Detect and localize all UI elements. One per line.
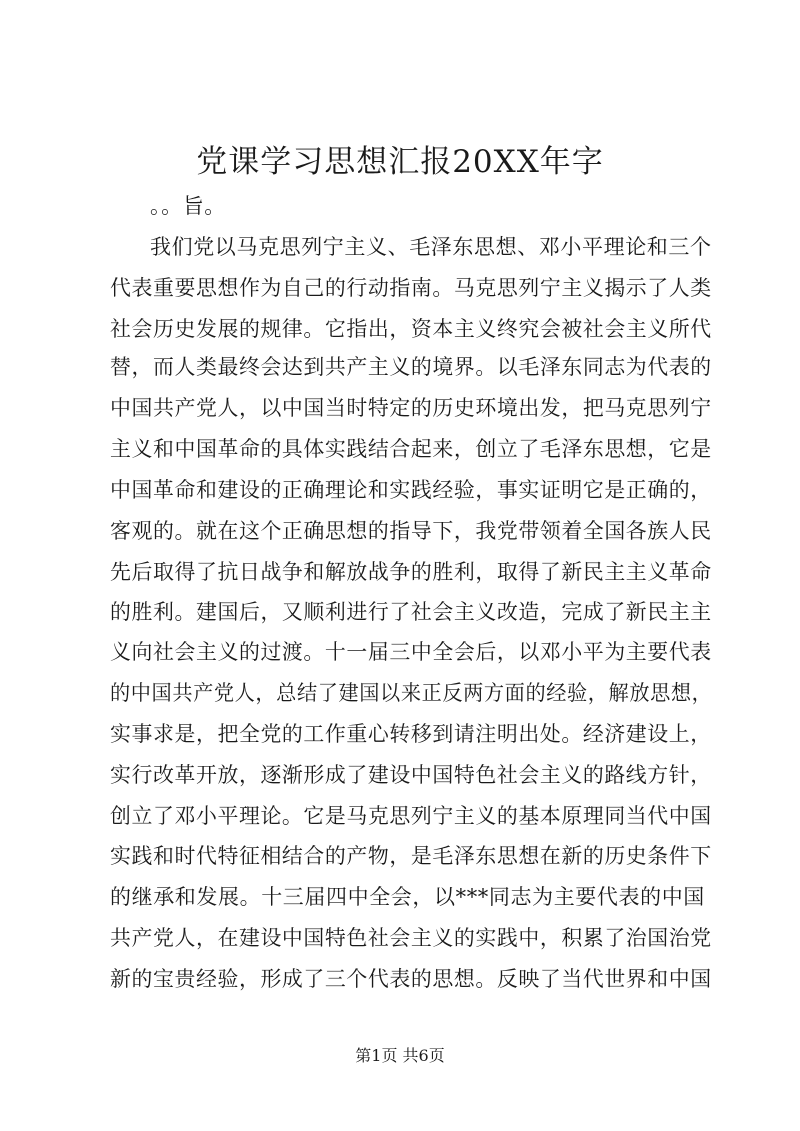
body-line: 我们党以马克思列宁主义、毛泽东思想、邓小平理论和三个 bbox=[150, 235, 712, 259]
body-line: 实行改革开放，逐渐形成了建设中国特色社会主义的路线方针， bbox=[110, 763, 712, 787]
body-line: 社会历史发展的规律。它指出，资本主义终究会被社会主义所代 bbox=[110, 317, 712, 341]
body-line: 代表重要思想作为自己的行动指南。马克思列宁主义揭示了人类 bbox=[110, 276, 712, 300]
body-line: 的中国共产党人，总结了建国以来正反两方面的经验，解放思想， bbox=[110, 681, 713, 705]
body-line: 中国共产党人，以中国当时特定的历史环境出发，把马克思列宁 bbox=[110, 396, 712, 420]
body-line: 主义和中国革命的具体实践结合起来，创立了毛泽东思想，它是 bbox=[110, 437, 712, 461]
body-line: 客观的。就在这个正确思想的指导下，我党带领着全国各族人民 bbox=[110, 519, 712, 543]
page-number-footer: 第1页 共6页 bbox=[355, 1046, 445, 1065]
body-line: 中国革命和建设的正确理论和实践经验，事实证明它是正确的， bbox=[110, 478, 712, 502]
body-line: 创立了邓小平理论。它是马克思列宁主义的基本原理同当代中国 bbox=[110, 804, 712, 828]
body-line: 的继承和发展。十三届四中全会，以***同志为主要代表的中国 bbox=[110, 885, 705, 909]
body-line: 实事求是，把全党的工作重心转移到请注明出处。经济建设上， bbox=[110, 722, 712, 746]
body-line: 替，而人类最终会达到共产主义的境界。以毛泽东同志为代表的 bbox=[110, 355, 712, 379]
body-line: 义向社会主义的过渡。十一届三中全会后，以邓小平为主要代表 bbox=[110, 640, 712, 664]
body-line: 实践和时代特征相结合的产物，是毛泽东思想在新的历史条件下 bbox=[110, 844, 712, 868]
body-line: 先后取得了抗日战争和解放战争的胜利，取得了新民主主义革命 bbox=[110, 560, 712, 584]
body-line: 共产党人，在建设中国特色社会主义的实践中，积累了治国治党 bbox=[110, 926, 712, 950]
body-line: 新的宝贵经验，形成了三个代表的思想。反映了当代世界和中国 bbox=[110, 967, 712, 991]
body-line: 。。旨。 bbox=[150, 194, 226, 218]
document-title: 党课学习思想汇报20XX年字 bbox=[196, 144, 604, 180]
body-line: 的胜利。建国后，又顺利进行了社会主义改造，完成了新民主主 bbox=[110, 600, 712, 624]
